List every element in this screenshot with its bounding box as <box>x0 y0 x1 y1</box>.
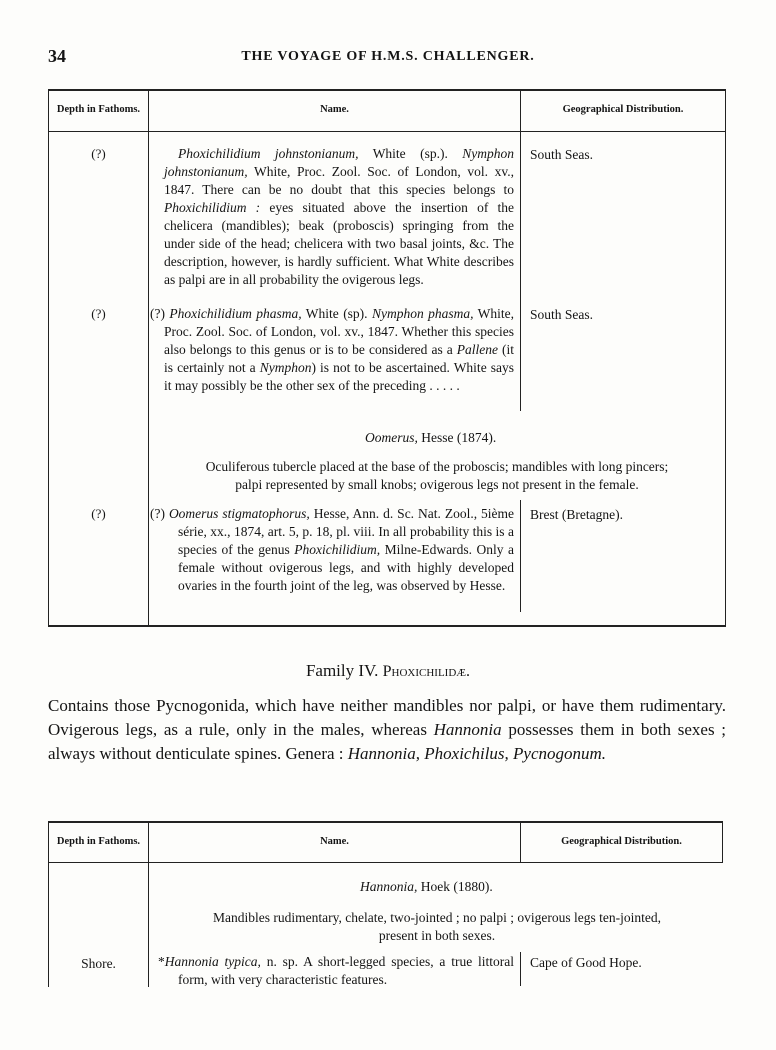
species-name: Phoxichilidium johnstonianum, <box>178 146 359 161</box>
species-entry: *Hannonia typica, n. sp. A short-legged species, a true littoral form, with very characteristic features. <box>158 954 514 987</box>
species-entry: Phoxichilidium johnstonianum, White (sp.). Nymphon johnstonianum, White, Proc. Zool. Soc. of London, vol. xv., 1847. There can be no doubt that this species belongs to Phoxichilidium : eyes situated above the insertion of the chelicera (mandibles); beak (proboscis) springing from the under side of the head; chelicera with two basal joints, &c. The description, however, is hardly sufficient. What White describes as palpi are in all probability the ovigerous legs. <box>164 146 515 287</box>
genus-diagnosis: Mandibles rudimentary, chelate, two-jointed ; no palpi ; ovigerous legs ten-jointed, present in both sexes. <box>213 910 661 943</box>
depth-column-header: Depth in Fathoms. <box>56 104 141 115</box>
table-rule <box>725 89 726 626</box>
species-entry: (?) Phoxichilidium phasma, White (sp). Nymphon phasma, White, Proc. Zool. Soc. of London, vol. xv., 1847. Whether this species also belongs to this genus or is to be considered as a Pallene (it is certainly not a Nymphon) is not to be ascertained. White says it may possibly be the other sex of the preceding . . . . . <box>150 306 515 393</box>
name-column-header: Name. <box>320 104 349 115</box>
genus-heading: Oomerus, Hesse (1874). <box>365 430 497 445</box>
genus-heading: Hannonia, Hoek (1880). <box>360 879 493 894</box>
depth-cell: (?) <box>91 506 106 521</box>
running-head: THE VOYAGE OF H.M.S. CHALLENGER. <box>241 49 535 64</box>
distribution-cell: South Seas. <box>530 307 594 322</box>
table-rule <box>722 821 723 862</box>
depth-cell: Shore. <box>81 956 116 971</box>
species-name: Hannonia typica, <box>164 954 261 969</box>
depth-cell: (?) <box>91 146 106 161</box>
table-rule <box>48 625 726 627</box>
table-rule <box>520 131 521 411</box>
table-rule <box>520 500 521 612</box>
family-heading: Family IV. Phoxichilidæ. <box>305 661 471 680</box>
species-name: Oomerus stigmatophorus, <box>168 506 310 521</box>
geo-column-header: Geographical Distribution. <box>562 104 684 115</box>
table-rule <box>520 952 521 986</box>
table-rule <box>48 89 49 626</box>
species-name: Phoxichilidium phasma, <box>169 306 302 321</box>
distribution-cell: Cape of Good Hope. <box>530 955 642 970</box>
depth-cell: (?) <box>91 306 106 321</box>
depth-column-header: Depth in Fathoms. <box>56 836 141 847</box>
distribution-cell: South Seas. <box>530 147 594 162</box>
table-rule <box>48 89 726 91</box>
page-number: 34 <box>48 46 66 66</box>
name-column-header: Name. <box>320 836 349 847</box>
geo-column-header: Geographical Distribution. <box>561 836 682 847</box>
table-rule <box>148 89 149 626</box>
species-entry: (?) Oomerus stigmatophorus, Hesse, Ann. d. Sc. Nat. Zool., 5ième série, xx., 1874, art. 5, p. 18, pl. viii. In all probability this is a species of the genus Phoxichilidium, Milne-Edwards. Only a female without ovigerous legs, and with highly developed ovaries in the fourth joint of the leg, was observed by Hesse. <box>150 506 514 593</box>
distribution-cell: Brest (Bretagne). <box>530 507 623 522</box>
table-rule <box>48 131 726 132</box>
table-rule <box>48 862 723 863</box>
table-rule <box>48 821 723 823</box>
family-description: Contains those Pycnogonida, which have neither mandibles nor palpi, or have them rudimentary. Ovigerous legs, as a rule, only in the males, whereas Hannonia possesses them in both sexes ; always without denticulate spines. Genera : Hannonia, Phoxichilus, Pycnogonum. <box>48 696 727 763</box>
genus-diagnosis: Oculiferous tubercle placed at the base of the proboscis; mandibles with long pincers; palpi represented by small knobs; ovigerous legs not present in the female. <box>205 459 669 492</box>
